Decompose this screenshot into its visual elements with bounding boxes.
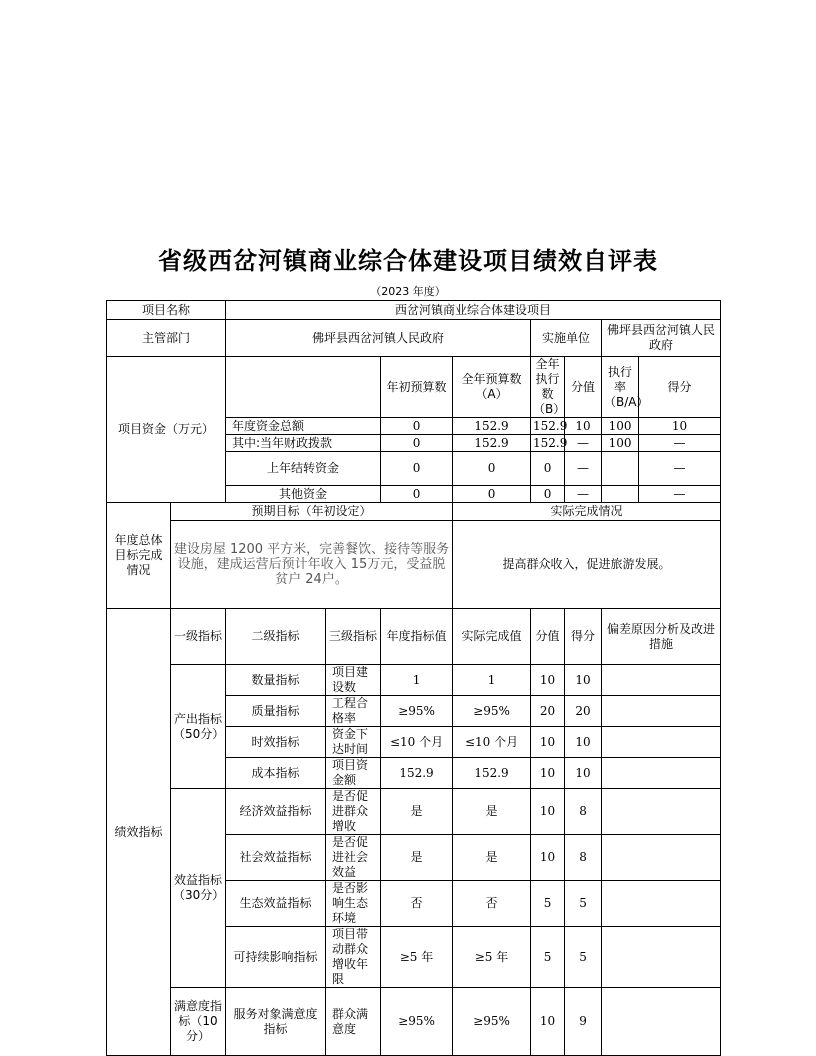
indicator-target: 是 — [381, 835, 453, 881]
indicator-l2: 成本指标 — [226, 758, 326, 789]
indicator-actual: 1 — [453, 665, 531, 696]
indicator-l2: 数量指标 — [226, 665, 326, 696]
funds-row-name: 上年结转资金 — [226, 452, 381, 486]
indicator-actual: 152.9 — [453, 758, 531, 789]
indicator-score: 20 — [531, 696, 565, 727]
indicator-l3: 资金下达时间 — [326, 727, 381, 758]
indicator-l3: 工程合格率 — [326, 696, 381, 727]
indicators-header-8: 偏差原因分析及改进措施 — [602, 609, 721, 665]
indicator-l2: 服务对象满意度指标 — [226, 988, 326, 1056]
indicator-l3: 是否影响生态环境 — [326, 881, 381, 927]
indicator-l2: 社会效益指标 — [226, 835, 326, 881]
project-name-label: 项目名称 — [107, 301, 226, 320]
indicator-note — [602, 789, 721, 835]
page-title: 省级西岔河镇商业综合体建设项目绩效自评表 — [158, 246, 658, 275]
indicators-header-6: 分值 — [531, 609, 565, 665]
indicator-target: 1 — [381, 665, 453, 696]
indicator-got: 10 — [565, 727, 602, 758]
indicator-l3: 群众满意度 — [326, 988, 381, 1056]
funds-row-name: 年度资金总额 — [226, 418, 381, 435]
indicator-got: 5 — [565, 927, 602, 988]
dept-label: 主管部门 — [107, 320, 226, 357]
indicator-score: 5 — [531, 927, 565, 988]
funds-cell — [602, 452, 639, 486]
funds-header-4: 分值 — [565, 357, 602, 418]
indicator-note — [602, 727, 721, 758]
funds-header-3: 全年执行数（B） — [531, 357, 565, 418]
funds-cell: 0 — [453, 486, 531, 503]
indicator-note — [602, 665, 721, 696]
funds-cell: — — [565, 435, 602, 452]
funds-header-1: 年初预算数 — [381, 357, 453, 418]
indicator-target: ≥5 年 — [381, 927, 453, 988]
funds-blank-header — [226, 357, 381, 418]
funds-cell: 0 — [381, 452, 453, 486]
goals-actual-text: 提高群众收入，促进旅游发展。 — [453, 521, 721, 609]
indicator-score: 10 — [531, 789, 565, 835]
indicator-got: 9 — [565, 988, 602, 1056]
indicator-group-name: 产出指标（50分） — [171, 665, 226, 789]
funds-cell: 0 — [453, 452, 531, 486]
funds-cell: 0 — [381, 486, 453, 503]
indicator-note — [602, 927, 721, 988]
funds-cell: — — [639, 452, 721, 486]
indicator-target: ≥95% — [381, 696, 453, 727]
indicator-got: 10 — [565, 758, 602, 789]
indicator-score: 5 — [531, 881, 565, 927]
indicator-note — [602, 988, 721, 1056]
project-name-value: 西岔河镇商业综合体建设项目 — [226, 301, 721, 320]
indicators-header-4: 年度指标值 — [381, 609, 453, 665]
indicator-target: ≤10 个月 — [381, 727, 453, 758]
goals-actual-header: 实际完成情况 — [453, 503, 721, 521]
funds-cell: — — [639, 486, 721, 503]
indicator-l2: 可持续影响指标 — [226, 927, 326, 988]
indicators-header-7: 得分 — [565, 609, 602, 665]
indicator-score: 10 — [531, 758, 565, 789]
indicator-note — [602, 696, 721, 727]
indicator-group-name: 效益指标（30分） — [171, 789, 226, 988]
indicator-actual: 是 — [453, 835, 531, 881]
funds-cell: 152.9 — [531, 435, 565, 452]
funds-cell: 100 — [602, 435, 639, 452]
indicator-l3: 是否促进社会效益 — [326, 835, 381, 881]
indicator-l3: 是否促进群众增收 — [326, 789, 381, 835]
dept-value: 佛坪县西岔河镇人民政府 — [226, 320, 531, 357]
indicator-got: 20 — [565, 696, 602, 727]
funds-cell: — — [565, 486, 602, 503]
funds-label: 项目资金（万元） — [107, 357, 226, 503]
indicators-label: 绩效指标 — [107, 609, 171, 1056]
indicator-note — [602, 758, 721, 789]
impl-label: 实施单位 — [531, 320, 602, 357]
indicator-target: 否 — [381, 881, 453, 927]
indicator-got: 8 — [565, 789, 602, 835]
goals-label: 年度总体目标完成情况 — [107, 503, 171, 609]
funds-cell: 0 — [381, 418, 453, 435]
indicator-l3: 项目建设数 — [326, 665, 381, 696]
indicator-got: 10 — [565, 665, 602, 696]
year-label: （2023 年度） — [370, 285, 446, 298]
indicator-actual: ≥5 年 — [453, 927, 531, 988]
indicator-l2: 经济效益指标 — [226, 789, 326, 835]
indicator-note — [602, 835, 721, 881]
indicator-actual: ≥95% — [453, 988, 531, 1056]
indicator-score: 10 — [531, 988, 565, 1056]
indicator-target: 152.9 — [381, 758, 453, 789]
funds-row-name: 其他资金 — [226, 486, 381, 503]
indicators-header-3: 三级指标 — [326, 609, 381, 665]
funds-cell: — — [565, 452, 602, 486]
indicator-target: 是 — [381, 789, 453, 835]
indicator-actual: 否 — [453, 881, 531, 927]
indicator-l2: 时效指标 — [226, 727, 326, 758]
indicator-l2: 生态效益指标 — [226, 881, 326, 927]
indicator-actual: ≥95% — [453, 696, 531, 727]
funds-cell: 10 — [565, 418, 602, 435]
indicator-got: 8 — [565, 835, 602, 881]
funds-row-name: 其中:当年财政拨款 — [226, 435, 381, 452]
funds-header-5: 执行率（B/A） — [602, 357, 639, 418]
funds-cell: 10 — [639, 418, 721, 435]
indicator-group-name: 满意度指标（10分） — [171, 988, 226, 1056]
funds-header-2: 全年预算数（A） — [453, 357, 531, 418]
indicator-score: 10 — [531, 835, 565, 881]
indicator-l2: 质量指标 — [226, 696, 326, 727]
goals-expected-header: 预期目标（年初设定） — [171, 503, 453, 521]
indicator-score: 10 — [531, 665, 565, 696]
indicator-got: 5 — [565, 881, 602, 927]
indicators-header-2: 二级指标 — [226, 609, 326, 665]
evaluation-table — [106, 300, 721, 1056]
indicators-header-1: 一级指标 — [171, 609, 226, 665]
funds-cell: 0 — [531, 452, 565, 486]
indicator-note — [602, 881, 721, 927]
funds-cell: — — [639, 435, 721, 452]
indicator-actual: 是 — [453, 789, 531, 835]
funds-cell: 100 — [602, 418, 639, 435]
indicator-l3: 项目资金额 — [326, 758, 381, 789]
indicators-header-5: 实际完成值 — [453, 609, 531, 665]
funds-cell: 152.9 — [453, 418, 531, 435]
funds-cell: 152.9 — [531, 418, 565, 435]
indicator-target: ≥95% — [381, 988, 453, 1056]
funds-cell: 0 — [531, 486, 565, 503]
indicator-actual: ≤10 个月 — [453, 727, 531, 758]
indicator-l3: 项目带动群众增收年限 — [326, 927, 381, 988]
funds-header-6: 得分 — [639, 357, 721, 418]
funds-cell: 152.9 — [453, 435, 531, 452]
impl-value: 佛坪县西岔河镇人民政府 — [602, 320, 721, 357]
goals-expected-text: 建设房屋 1200 平方米，完善餐饮、接待等服务设施，建成运营后预计年收入 15万元，受益脱贫户 24户。 — [171, 521, 453, 609]
funds-cell: 0 — [381, 435, 453, 452]
funds-cell — [602, 486, 639, 503]
indicator-score: 10 — [531, 727, 565, 758]
